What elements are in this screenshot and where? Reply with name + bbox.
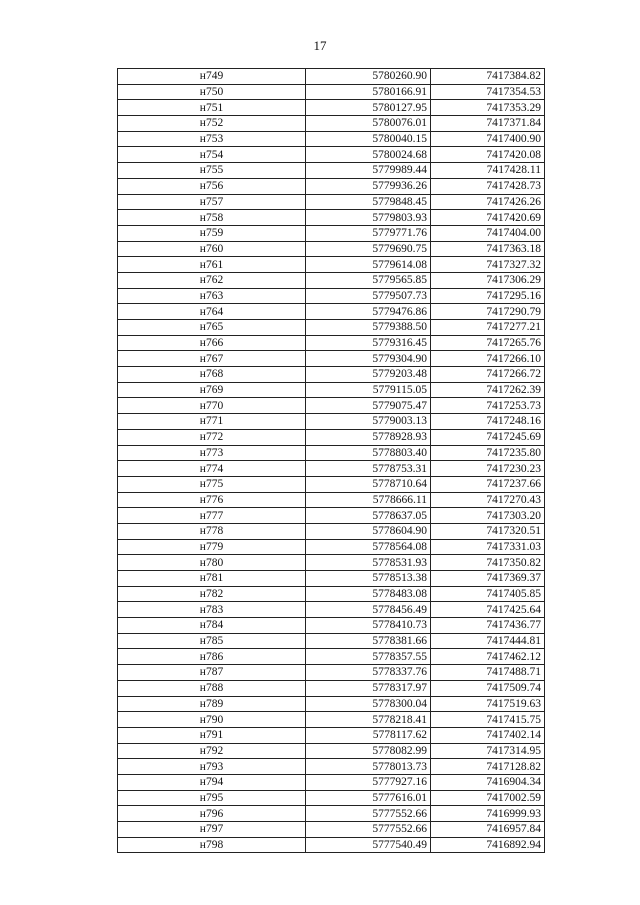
x-coordinate-cell: 5778803.40 [306,445,431,461]
x-coordinate-cell: 5779848.45 [306,194,431,210]
table-row [118,398,545,414]
x-coordinate-cell: 5778666.11 [306,492,431,508]
point-id-cell: н751 [118,100,306,116]
x-coordinate-cell: 5779203.48 [306,367,431,383]
point-id-cell: н774 [118,461,306,477]
x-coordinate-cell: 5778357.55 [306,649,431,665]
point-id-cell: н794 [118,774,306,790]
point-id-cell: н781 [118,571,306,587]
y-coordinate-cell: 7417519.63 [431,696,545,712]
y-coordinate-cell: 7417331.03 [431,539,545,555]
table-row [118,84,545,100]
table-row [118,837,545,853]
x-coordinate-cell: 5779771.76 [306,225,431,241]
x-coordinate-cell: 5779115.05 [306,382,431,398]
x-coordinate-cell: 5778117.62 [306,727,431,743]
y-coordinate-cell: 7417230.23 [431,461,545,477]
y-coordinate-cell: 7417235.80 [431,445,545,461]
y-coordinate-cell: 7417303.20 [431,508,545,524]
table-row [118,523,545,539]
y-coordinate-cell: 7417002.59 [431,790,545,806]
table-row [118,727,545,743]
table-row [118,822,545,838]
x-coordinate-cell: 5778381.66 [306,633,431,649]
x-coordinate-cell: 5779690.75 [306,241,431,257]
point-id-cell: н764 [118,304,306,320]
x-coordinate-cell: 5779003.13 [306,414,431,430]
table-row [118,774,545,790]
table-row [118,618,545,634]
y-coordinate-cell: 7417436.77 [431,618,545,634]
table-row [118,743,545,759]
y-coordinate-cell: 7417253.73 [431,398,545,414]
y-coordinate-cell: 7417415.75 [431,712,545,728]
table-row [118,367,545,383]
x-coordinate-cell: 5778710.64 [306,476,431,492]
point-id-cell: н787 [118,665,306,681]
y-coordinate-cell: 7417314.95 [431,743,545,759]
y-coordinate-cell: 7417295.16 [431,288,545,304]
point-id-cell: н768 [118,367,306,383]
y-coordinate-cell: 7417428.73 [431,178,545,194]
x-coordinate-cell: 5778637.05 [306,508,431,524]
point-id-cell: н758 [118,210,306,226]
point-id-cell: н785 [118,633,306,649]
point-id-cell: н775 [118,476,306,492]
y-coordinate-cell: 7417426.26 [431,194,545,210]
table-row [118,445,545,461]
point-id-cell: н777 [118,508,306,524]
y-coordinate-cell: 7417350.82 [431,555,545,571]
table-row [118,414,545,430]
point-id-cell: н752 [118,116,306,132]
table-row [118,508,545,524]
x-coordinate-cell: 5779936.26 [306,178,431,194]
table-row [118,633,545,649]
table-row [118,461,545,477]
x-coordinate-cell: 5778604.90 [306,523,431,539]
x-coordinate-cell: 5778531.93 [306,555,431,571]
table-row [118,665,545,681]
x-coordinate-cell: 5777552.66 [306,806,431,822]
point-id-cell: н755 [118,163,306,179]
table-row [118,178,545,194]
table-row [118,712,545,728]
x-coordinate-cell: 5778300.04 [306,696,431,712]
x-coordinate-cell: 5780166.91 [306,84,431,100]
y-coordinate-cell: 7417327.32 [431,257,545,273]
x-coordinate-cell: 5777616.01 [306,790,431,806]
x-coordinate-cell: 5779565.85 [306,272,431,288]
x-coordinate-cell: 5779803.93 [306,210,431,226]
y-coordinate-cell: 7417425.64 [431,602,545,618]
point-id-cell: н759 [118,225,306,241]
x-coordinate-cell: 5778337.76 [306,665,431,681]
table-row [118,429,545,445]
x-coordinate-cell: 5778410.73 [306,618,431,634]
point-id-cell: н773 [118,445,306,461]
point-id-cell: н757 [118,194,306,210]
y-coordinate-cell: 7417402.14 [431,727,545,743]
y-coordinate-cell: 7417371.84 [431,116,545,132]
x-coordinate-cell: 5779989.44 [306,163,431,179]
table-row [118,147,545,163]
table-row [118,806,545,822]
y-coordinate-cell: 7417444.81 [431,633,545,649]
point-id-cell: н772 [118,429,306,445]
point-id-cell: н778 [118,523,306,539]
y-coordinate-cell: 7417320.51 [431,523,545,539]
point-id-cell: н771 [118,414,306,430]
table-row [118,555,545,571]
point-id-cell: н793 [118,759,306,775]
x-coordinate-cell: 5777552.66 [306,822,431,838]
point-id-cell: н750 [118,84,306,100]
y-coordinate-cell: 7417354.53 [431,84,545,100]
point-id-cell: н766 [118,335,306,351]
point-id-cell: н783 [118,602,306,618]
point-id-cell: н761 [118,257,306,273]
x-coordinate-cell: 5779316.45 [306,335,431,351]
point-id-cell: н770 [118,398,306,414]
coordinates-table [117,68,545,853]
table-row [118,476,545,492]
table-row [118,100,545,116]
x-coordinate-cell: 5778928.93 [306,429,431,445]
x-coordinate-cell: 5779388.50 [306,320,431,336]
table-row [118,194,545,210]
x-coordinate-cell: 5779304.90 [306,351,431,367]
y-coordinate-cell: 7417266.72 [431,367,545,383]
y-coordinate-cell: 7417262.39 [431,382,545,398]
point-id-cell: н788 [118,680,306,696]
table-row [118,131,545,147]
point-id-cell: н753 [118,131,306,147]
table-row [118,163,545,179]
table-row [118,241,545,257]
y-coordinate-cell: 7417363.18 [431,241,545,257]
point-id-cell: н763 [118,288,306,304]
table-row [118,382,545,398]
x-coordinate-cell: 5778013.73 [306,759,431,775]
point-id-cell: н791 [118,727,306,743]
y-coordinate-cell: 7417353.29 [431,100,545,116]
y-coordinate-cell: 7417128.82 [431,759,545,775]
point-id-cell: н789 [118,696,306,712]
y-coordinate-cell: 7417306.29 [431,272,545,288]
y-coordinate-cell: 7417266.10 [431,351,545,367]
table-row [118,649,545,665]
table-row [118,571,545,587]
y-coordinate-cell: 7417462.12 [431,649,545,665]
table-row [118,539,545,555]
x-coordinate-cell: 5778082.99 [306,743,431,759]
point-id-cell: н782 [118,586,306,602]
x-coordinate-cell: 5779075.47 [306,398,431,414]
table-row [118,492,545,508]
point-id-cell: н749 [118,69,306,85]
y-coordinate-cell: 7417428.11 [431,163,545,179]
point-id-cell: н754 [118,147,306,163]
table-row [118,790,545,806]
y-coordinate-cell: 7417420.08 [431,147,545,163]
point-id-cell: н795 [118,790,306,806]
point-id-cell: н765 [118,320,306,336]
point-id-cell: н776 [118,492,306,508]
x-coordinate-cell: 5778513.38 [306,571,431,587]
point-id-cell: н790 [118,712,306,728]
table-row [118,602,545,618]
x-coordinate-cell: 5780260.90 [306,69,431,85]
y-coordinate-cell: 7417265.76 [431,335,545,351]
point-id-cell: н792 [118,743,306,759]
point-id-cell: н796 [118,806,306,822]
x-coordinate-cell: 5778456.49 [306,602,431,618]
x-coordinate-cell: 5777927.16 [306,774,431,790]
y-coordinate-cell: 7417400.90 [431,131,545,147]
point-id-cell: н779 [118,539,306,555]
table-row [118,225,545,241]
y-coordinate-cell: 7417420.69 [431,210,545,226]
y-coordinate-cell: 7416957.84 [431,822,545,838]
point-id-cell: н762 [118,272,306,288]
point-id-cell: н797 [118,822,306,838]
y-coordinate-cell: 7417237.66 [431,476,545,492]
x-coordinate-cell: 5779507.73 [306,288,431,304]
page-number: 17 [313,38,327,53]
x-coordinate-cell: 5780076.01 [306,116,431,132]
y-coordinate-cell: 7417290.79 [431,304,545,320]
x-coordinate-cell: 5777540.49 [306,837,431,853]
x-coordinate-cell: 5778218.41 [306,712,431,728]
y-coordinate-cell: 7417245.69 [431,429,545,445]
y-coordinate-cell: 7417488.71 [431,665,545,681]
y-coordinate-cell: 7417509.74 [431,680,545,696]
y-coordinate-cell: 7416892.94 [431,837,545,853]
y-coordinate-cell: 7417369.37 [431,571,545,587]
table-row [118,304,545,320]
table-row [118,288,545,304]
y-coordinate-cell: 7417404.00 [431,225,545,241]
table-row [118,680,545,696]
x-coordinate-cell: 5780024.68 [306,147,431,163]
x-coordinate-cell: 5780040.15 [306,131,431,147]
table-row [118,69,545,85]
table-row [118,696,545,712]
y-coordinate-cell: 7416904.34 [431,774,545,790]
point-id-cell: н786 [118,649,306,665]
table-row [118,335,545,351]
x-coordinate-cell: 5779476.86 [306,304,431,320]
y-coordinate-cell: 7417384.82 [431,69,545,85]
y-coordinate-cell: 7416999.93 [431,806,545,822]
y-coordinate-cell: 7417277.21 [431,320,545,336]
x-coordinate-cell: 5779614.08 [306,257,431,273]
x-coordinate-cell: 5778317.97 [306,680,431,696]
table-row [118,272,545,288]
x-coordinate-cell: 5778753.31 [306,461,431,477]
x-coordinate-cell: 5778483.08 [306,586,431,602]
x-coordinate-cell: 5778564.08 [306,539,431,555]
table-row [118,257,545,273]
table-row [118,320,545,336]
point-id-cell: н760 [118,241,306,257]
point-id-cell: н798 [118,837,306,853]
coordinates-table-body [118,69,545,853]
table-row [118,351,545,367]
point-id-cell: н767 [118,351,306,367]
point-id-cell: н784 [118,618,306,634]
point-id-cell: н769 [118,382,306,398]
point-id-cell: н756 [118,178,306,194]
x-coordinate-cell: 5780127.95 [306,100,431,116]
table-row [118,759,545,775]
table-row [118,210,545,226]
y-coordinate-cell: 7417248.16 [431,414,545,430]
table-row [118,116,545,132]
table-row [118,586,545,602]
point-id-cell: н780 [118,555,306,571]
y-coordinate-cell: 7417405.85 [431,586,545,602]
y-coordinate-cell: 7417270.43 [431,492,545,508]
